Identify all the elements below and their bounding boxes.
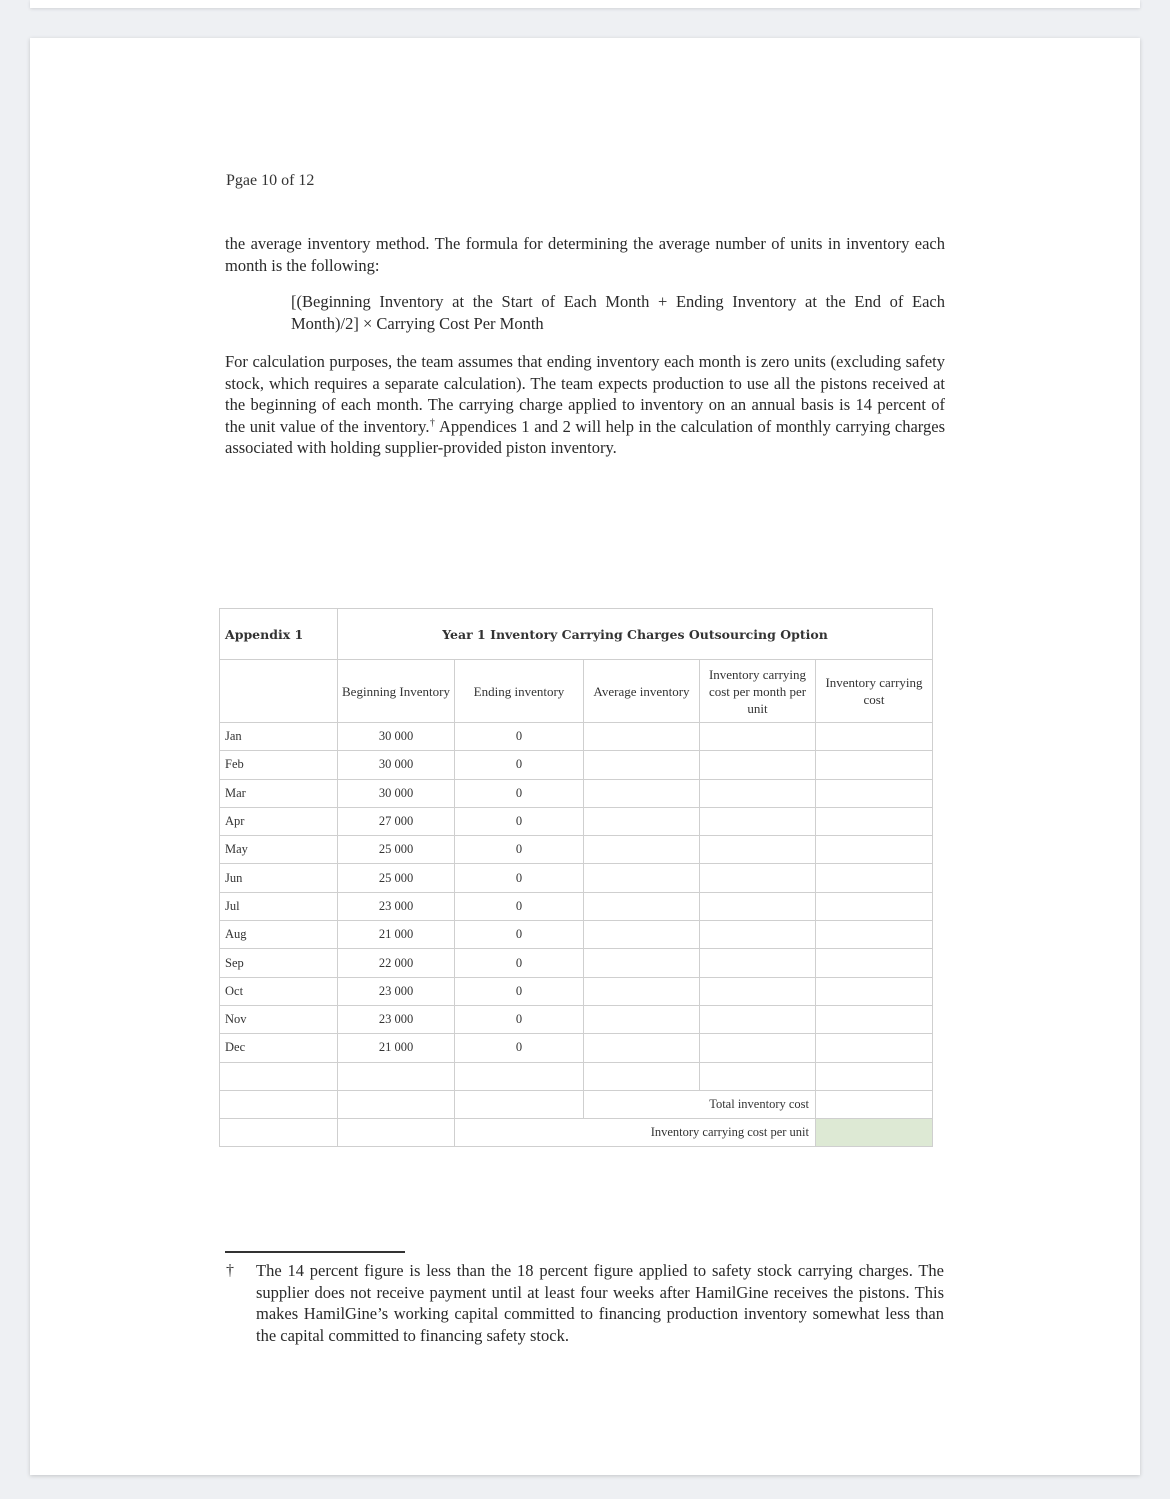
blank-cell (220, 1118, 338, 1146)
appendix-title-row (220, 609, 933, 660)
beginning-inventory-cell: 27 000 (338, 807, 455, 835)
table-row (220, 779, 933, 807)
carrying-cost-per-unit-cell[interactable] (700, 1005, 816, 1033)
month-cell: Dec (220, 1034, 338, 1062)
carrying-cost-per-unit-cell[interactable] (700, 892, 816, 920)
blank-cell (338, 1062, 455, 1090)
ending-inventory-cell: 0 (455, 892, 584, 920)
blank-cell (220, 1062, 338, 1090)
table-row (220, 892, 933, 920)
average-inventory-cell[interactable] (584, 1005, 700, 1033)
blank-cell (455, 1090, 584, 1118)
appendix-title: Year 1 Inventory Carrying Charges Outsourcing Option (338, 609, 933, 660)
ending-inventory-cell: 0 (455, 836, 584, 864)
paragraph-assumptions-text: For calculation purposes, the team assumes that ending inventory each month is zero units (excluding safety stock, which requires a separate calculation). The team expects production to use all the pistons received at the beginning of each month. The carrying charge applied to inventory on an annual basis is 14 percent of the unit value of the inventory. (225, 352, 945, 436)
table-row (220, 807, 933, 835)
footnote-text: The 14 percent figure is less than the 18 percent figure applied to safety stock carrying charges. The supplier does not receive payment until at least four weeks after HamilGine receives the pistons. This makes HamilGine’s working capital committed to financing production inventory somewhat less than the capital committed to financing safety stock. (256, 1261, 944, 1345)
month-cell: Jun (220, 864, 338, 892)
month-cell: Jan (220, 723, 338, 751)
carrying-cost-per-unit-cell[interactable] (700, 977, 816, 1005)
header-month (220, 660, 338, 723)
carrying-cost-per-unit-cell[interactable] (700, 864, 816, 892)
carrying-cost-per-unit-cell[interactable] (700, 949, 816, 977)
ending-inventory-cell: 0 (455, 921, 584, 949)
paragraph-intro: the average inventory method. The formula for determining the average number of units in inventory each month is the following: (225, 234, 945, 275)
blank-cell (338, 1090, 455, 1118)
month-cell: May (220, 836, 338, 864)
carrying-cost-cell[interactable] (816, 892, 933, 920)
average-inventory-cell[interactable] (584, 1034, 700, 1062)
beginning-inventory-cell: 23 000 (338, 977, 455, 1005)
month-cell: Feb (220, 751, 338, 779)
blank-cell (220, 1090, 338, 1118)
blank-cell (816, 1062, 933, 1090)
header-carrying-cost-per-unit: Inventory carrying cost per month per unit (700, 660, 816, 723)
table-row (220, 836, 933, 864)
average-inventory-cell[interactable] (584, 949, 700, 977)
total-row (220, 1090, 933, 1118)
blank-row (220, 1062, 933, 1090)
footnote-divider (225, 1251, 405, 1253)
paragraph-assumptions (225, 351, 945, 459)
carrying-cost-cell[interactable] (816, 836, 933, 864)
carrying-cost-per-unit-cell[interactable] (700, 751, 816, 779)
month-cell: Sep (220, 949, 338, 977)
footnote-reference[interactable]: † (429, 417, 436, 428)
table-row (220, 1005, 933, 1033)
carrying-cost-cell[interactable] (816, 1034, 933, 1062)
beginning-inventory-cell: 30 000 (338, 751, 455, 779)
carrying-cost-cell[interactable] (816, 949, 933, 977)
appendix-table (219, 608, 933, 1147)
average-inventory-cell[interactable] (584, 751, 700, 779)
carrying-cost-per-unit-cell[interactable] (700, 779, 816, 807)
average-inventory-cell[interactable] (584, 779, 700, 807)
beginning-inventory-cell: 21 000 (338, 1034, 455, 1062)
ending-inventory-cell: 0 (455, 977, 584, 1005)
beginning-inventory-cell: 25 000 (338, 836, 455, 864)
ending-inventory-cell: 0 (455, 1005, 584, 1033)
table-row (220, 977, 933, 1005)
carrying-cost-per-unit-cell[interactable] (700, 836, 816, 864)
carrying-cost-cell[interactable] (816, 1005, 933, 1033)
table-row (220, 751, 933, 779)
carrying-cost-cell[interactable] (816, 921, 933, 949)
month-cell: Aug (220, 921, 338, 949)
header-ending-inventory: Ending inventory (455, 660, 584, 723)
average-inventory-cell[interactable] (584, 977, 700, 1005)
beginning-inventory-cell: 30 000 (338, 779, 455, 807)
month-cell: Mar (220, 779, 338, 807)
per-unit-cost-cell[interactable] (816, 1118, 933, 1146)
carrying-cost-cell[interactable] (816, 751, 933, 779)
blank-cell (455, 1062, 584, 1090)
formula-block: [(Beginning Inventory at the Start of Each Month + Ending Inventory at the End of Each Month)/2] × Carrying Cost Per Month (291, 292, 945, 333)
header-beginning-inventory: Beginning Inventory (338, 660, 455, 723)
beginning-inventory-cell: 30 000 (338, 723, 455, 751)
carrying-cost-per-unit-cell[interactable] (700, 723, 816, 751)
carrying-cost-cell[interactable] (816, 864, 933, 892)
ending-inventory-cell: 0 (455, 751, 584, 779)
month-cell: Jul (220, 892, 338, 920)
carrying-cost-per-unit-cell[interactable] (700, 1034, 816, 1062)
ending-inventory-cell: 0 (455, 949, 584, 977)
table-row (220, 1034, 933, 1062)
average-inventory-cell[interactable] (584, 723, 700, 751)
per-unit-cost-label: Inventory carrying cost per unit (455, 1118, 816, 1146)
ending-inventory-cell: 0 (455, 807, 584, 835)
appendix-label: Appendix 1 (220, 609, 338, 660)
paragraph-assumptions-tail: Appendices 1 and 2 will help in the calculation of monthly carrying charges associated with holding supplier-provided piston inventory. (225, 416, 945, 457)
average-inventory-cell[interactable] (584, 864, 700, 892)
carrying-cost-per-unit-cell[interactable] (700, 921, 816, 949)
beginning-inventory-cell: 25 000 (338, 864, 455, 892)
total-inventory-cost-cell[interactable] (816, 1090, 933, 1118)
total-inventory-cost-label: Total inventory cost (584, 1090, 816, 1118)
table-row (220, 723, 933, 751)
ending-inventory-cell: 0 (455, 779, 584, 807)
average-inventory-cell[interactable] (584, 836, 700, 864)
blank-cell (584, 1062, 700, 1090)
table-row (220, 864, 933, 892)
month-cell: Nov (220, 1005, 338, 1033)
footnote-mark: † (226, 1262, 234, 1279)
month-cell: Apr (220, 807, 338, 835)
blank-cell (700, 1062, 816, 1090)
average-inventory-cell[interactable] (584, 807, 700, 835)
header-carrying-cost: Inventory carrying cost (816, 660, 933, 723)
carrying-cost-cell[interactable] (816, 807, 933, 835)
carrying-cost-cell[interactable] (816, 977, 933, 1005)
page-number: Pgae 10 of 12 (226, 172, 315, 189)
month-cell: Oct (220, 977, 338, 1005)
beginning-inventory-cell: 21 000 (338, 921, 455, 949)
month-rows (220, 723, 933, 1063)
ending-inventory-cell: 0 (455, 723, 584, 751)
blank-cell (338, 1118, 455, 1146)
previous-page-edge (30, 0, 1140, 8)
ending-inventory-cell: 0 (455, 864, 584, 892)
table-row (220, 921, 933, 949)
beginning-inventory-cell: 23 000 (338, 892, 455, 920)
carrying-cost-cell[interactable] (816, 723, 933, 751)
carrying-cost-per-unit-cell[interactable] (700, 807, 816, 835)
table-header-row (220, 660, 933, 723)
average-inventory-cell[interactable] (584, 892, 700, 920)
header-average-inventory: Average inventory (584, 660, 700, 723)
table-row (220, 949, 933, 977)
beginning-inventory-cell: 22 000 (338, 949, 455, 977)
carrying-cost-cell[interactable] (816, 779, 933, 807)
ending-inventory-cell: 0 (455, 1034, 584, 1062)
document-page (30, 38, 1140, 1475)
per-unit-row (220, 1118, 933, 1146)
average-inventory-cell[interactable] (584, 921, 700, 949)
beginning-inventory-cell: 23 000 (338, 1005, 455, 1033)
